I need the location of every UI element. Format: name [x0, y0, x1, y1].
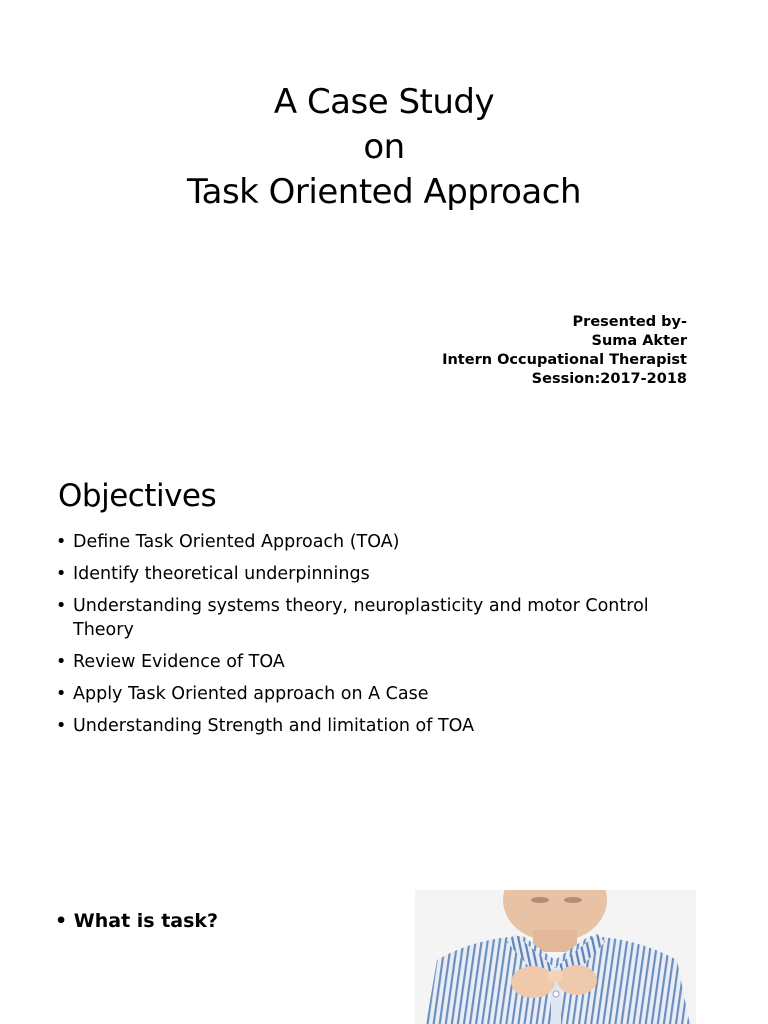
list-item: • Identify theoretical underpinnings: [56, 562, 696, 586]
presenter-label: Presented by-: [572, 314, 687, 330]
presenter-info: [442, 313, 687, 389]
list-item: • Review Evidence of TOA: [56, 650, 696, 674]
question-text: What is task?: [73, 910, 219, 932]
presenter-role: Intern Occupational Therapist: [442, 352, 687, 368]
list-item: • Define Task Oriented Approach (TOA): [56, 530, 696, 554]
title-slide: [0, 0, 768, 432]
question-bullet: • What is task?: [55, 910, 219, 932]
objectives-slide: [0, 440, 768, 870]
title-line-1: A Case Study: [273, 82, 495, 122]
title-line-2: on: [363, 127, 405, 167]
list-item: • Apply Task Oriented approach on A Case: [56, 682, 696, 706]
presenter-session: Session:2017-2018: [531, 371, 687, 387]
list-item: • Understanding Strength and limitation of TOA: [56, 714, 696, 738]
slide-heading: Objectives: [58, 478, 217, 514]
what-is-task-slide: [0, 878, 768, 1024]
list-item: • Understanding systems theory, neuroplasticity and motor Control Theory: [56, 594, 696, 642]
presenter-name: Suma Akter: [591, 333, 687, 349]
presentation-title: [0, 80, 768, 215]
objectives-list: [56, 530, 696, 746]
title-line-3: Task Oriented Approach: [186, 172, 581, 212]
child-buttoning-shirt-photo: [415, 890, 696, 1024]
